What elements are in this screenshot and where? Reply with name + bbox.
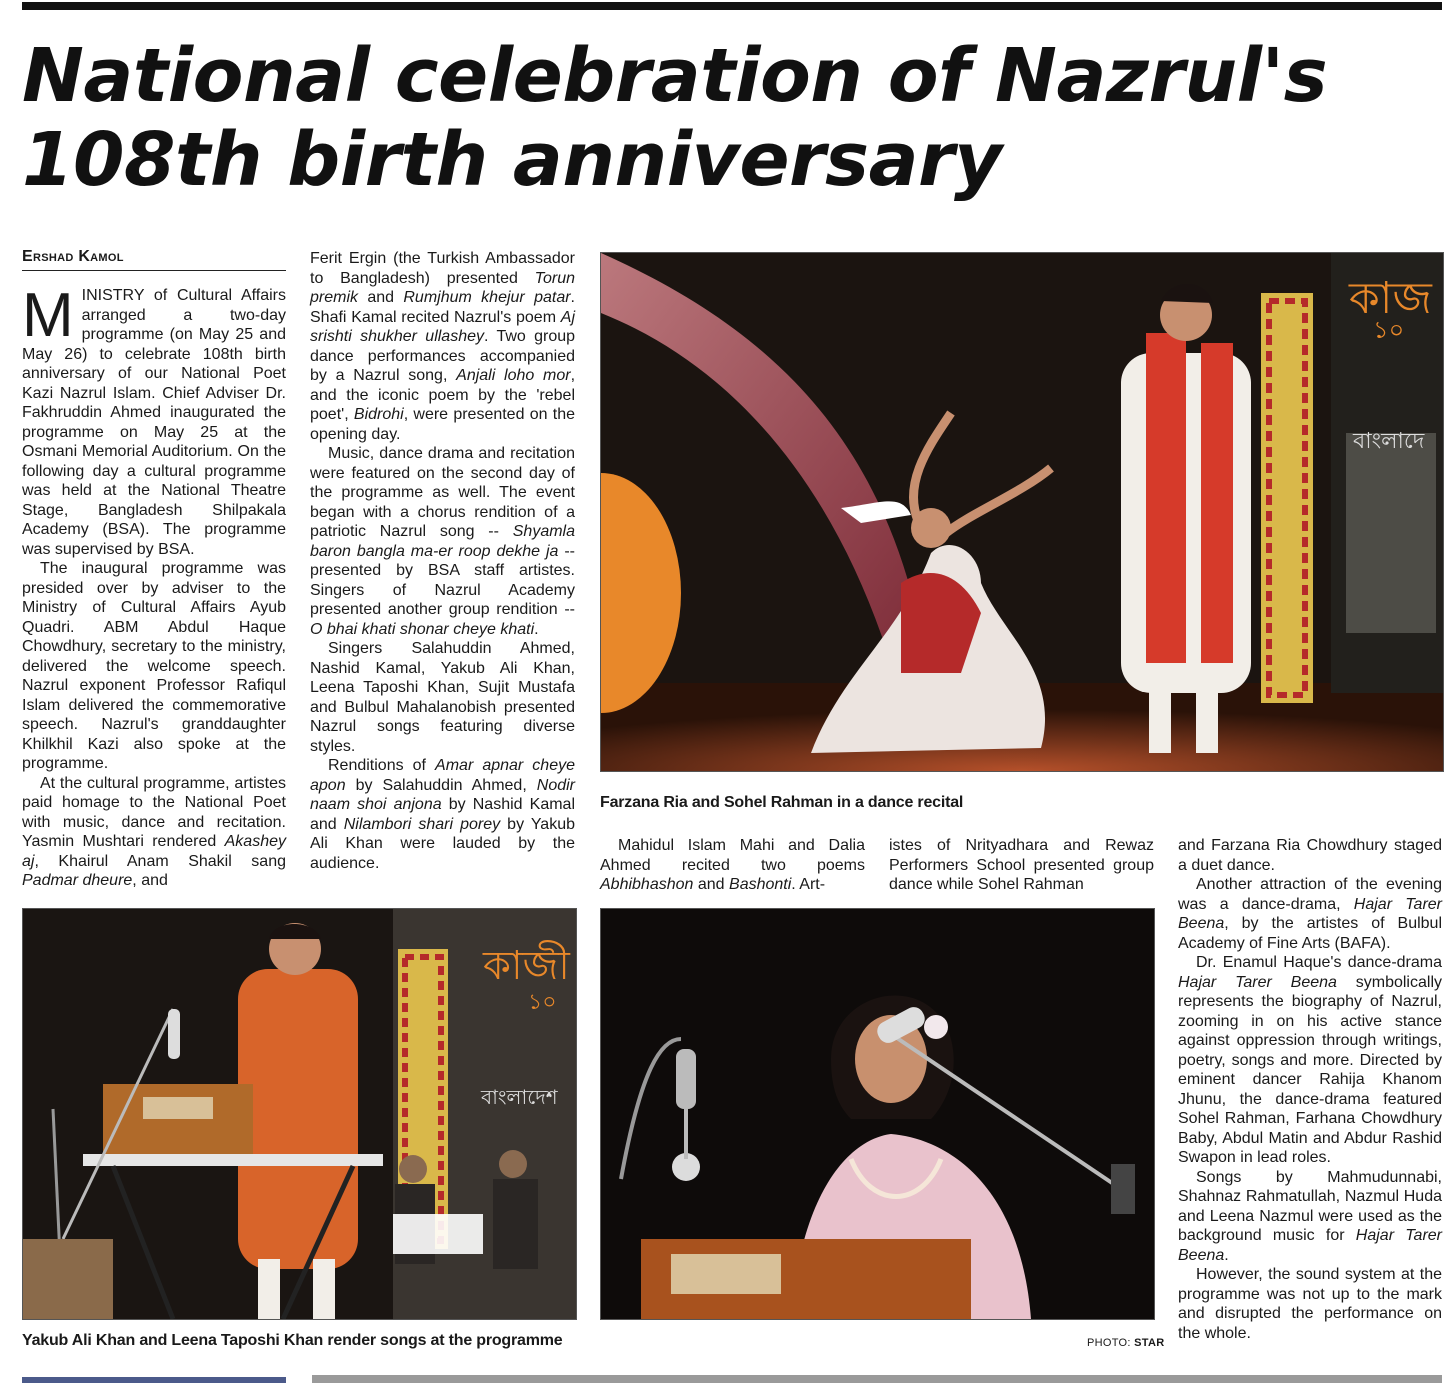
paragraph: istes of Nrityadhara and Rewaz Performers School presented group dance while Sohel Rahman	[889, 837, 1154, 893]
male-singer-image	[23, 909, 576, 1319]
singers-photo-caption: Yakub Ali Khan and Leena Taposhi Khan render songs at the programme	[22, 1332, 563, 1349]
bottom-rule-right	[312, 1375, 1442, 1383]
paragraph: Mahidul Islam Mahi and Dalia Ahmed recited two poems Abhibhashon and Bashonti. Art-	[600, 837, 865, 893]
photo-credit-source: STAR	[1134, 1337, 1165, 1349]
paragraph: MINISTRY of Cultural Affairs arranged a two-day programme (on May 25 and May 26) to celebrate 108th birth anniversary of our National Poet Kazi Nazrul Islam. Chief Adviser Dr. Fakhruddin Ahmed inaugurated the programme on May 25 at the Osmani Memorial Auditorium. On the following day a cultural programme was held at the National Theatre Stage, Bangladesh Shilpakala Academy (BSA). The programme was supervised by BSA.	[22, 281, 286, 558]
paragraph: Renditions of Amar apnar cheye apon by Salahuddin Ahmed, Nodir naam shoi anjona by Nashid Kamal and Nilambori shari porey by Yakub Ali Khan were lauded by the audience.	[310, 757, 576, 872]
banner-text: কাজ	[1349, 273, 1432, 324]
article-column-4	[889, 836, 1154, 898]
banner-subtext: বাংলাদেশ	[481, 1085, 558, 1109]
banner-text: কাজী	[483, 943, 570, 989]
photo-credit-label: PHOTO:	[1087, 1337, 1131, 1349]
byline-text: Ershad Kamol	[22, 248, 124, 265]
photo-credit	[1087, 1337, 1167, 1349]
headline: National celebration of Nazrul's 108th birth anniversary	[22, 33, 1328, 203]
paragraph: At the cultural programme, artistes paid homage to the National Poet with music, dance and recitation. Yasmin Mushtari rendered Akashey aj, Khairul Anam Shakil sang Padmar dheure, and	[22, 774, 286, 889]
top-rule	[22, 2, 1442, 10]
paragraph: Another attraction of the evening was a dance-drama, Hajar Tarer Beena, by the artistes of Bulbul Academy of Fine Arts (BAFA).	[1178, 876, 1443, 952]
paragraph: The inaugural programme was presided over by adviser to the Ministry of Cultural Affairs Ayub Quadri. ABM Abdul Haque Chowdhury, secretary to the ministry, delivered the welcome speech. Nazrul exponent Professor Rafiqul Islam delivered the commemorative speech. Nazrul's granddaughter Khilkhil Kazi also spoke at the programme.	[22, 560, 286, 772]
banner-number: ১০	[528, 990, 557, 1015]
dance-recital-image	[601, 253, 1443, 771]
paragraph: However, the sound system at the programme was not up to the mark and disrupted the performance on the whole.	[1178, 1266, 1442, 1342]
drop-cap: M	[22, 281, 74, 350]
paragraph: Dr. Enamul Haque's dance-drama Hajar Tarer Beena symbolically represents the biography of Nazrul, zooming in on his active stance against oppression through writings, poetry, songs and more. Directed by eminent dancer Rahija Khanom Jhunu, the dance-drama featured Sohel Rahman, Farhana Chowdhury Baby, Abdul Matin and Abdur Rashid Swapon in lead roles.	[1178, 954, 1442, 1166]
paragraph: Music, dance drama and recitation were featured on the second day of the programme as well. The event began with a chorus rendition of a patriotic Nazrul song -- Shyamla baron bangla ma-er roop dekhe ja -- presented by BSA staff artistes. Singers of Nazrul Academy presented another group rendition -- O bhai khati shonar cheye khati.	[310, 445, 575, 638]
article-column-2	[310, 249, 575, 889]
paragraph: Singers Salahuddin Ahmed, Nashid Kamal, Yakub Ali Khan, Leena Taposhi Khan, Sujit Mustafa and Bulbul Mahalanobish presented Nazrul songs featuring diverse styles.	[310, 640, 575, 755]
dance-photo-caption: Farzana Ria and Sohel Rahman in a dance recital	[600, 794, 964, 811]
article-column-5	[1178, 836, 1442, 1356]
bottom-rule-left	[22, 1377, 286, 1383]
paragraph: and Farzana Ria Chowdhury staged a duet dance.	[1178, 837, 1442, 874]
article-column-1	[22, 281, 286, 889]
article-column-3	[600, 836, 865, 898]
banner-number: ১০	[1373, 316, 1405, 344]
dance-recital-photo	[600, 252, 1444, 772]
paragraph: Songs by Mahmudunnabi, Shahnaz Rahmatullah, Nazmul Huda and Leena Nazmul were used as the background music for Hajar Tarer Beena.	[1178, 1168, 1443, 1264]
banner-subtext: বাংলাদে	[1353, 429, 1425, 454]
byline	[22, 248, 286, 271]
female-singer-image	[601, 909, 1154, 1319]
paragraph: Ferit Ergin (the Turkish Ambassador to Bangladesh) presented Torun premik and Rumjhum khejur patar. Shafi Kamal recited Nazrul's poem Aj srishti shukher ullashey. Two group dance performances accompanied by a Nazrul song, Anjali loho mor, and the iconic poem by the 'rebel poet', Bidrohi, were presented on the opening day.	[310, 250, 576, 443]
female-singer-photo	[600, 908, 1155, 1320]
male-singer-photo	[22, 908, 577, 1320]
